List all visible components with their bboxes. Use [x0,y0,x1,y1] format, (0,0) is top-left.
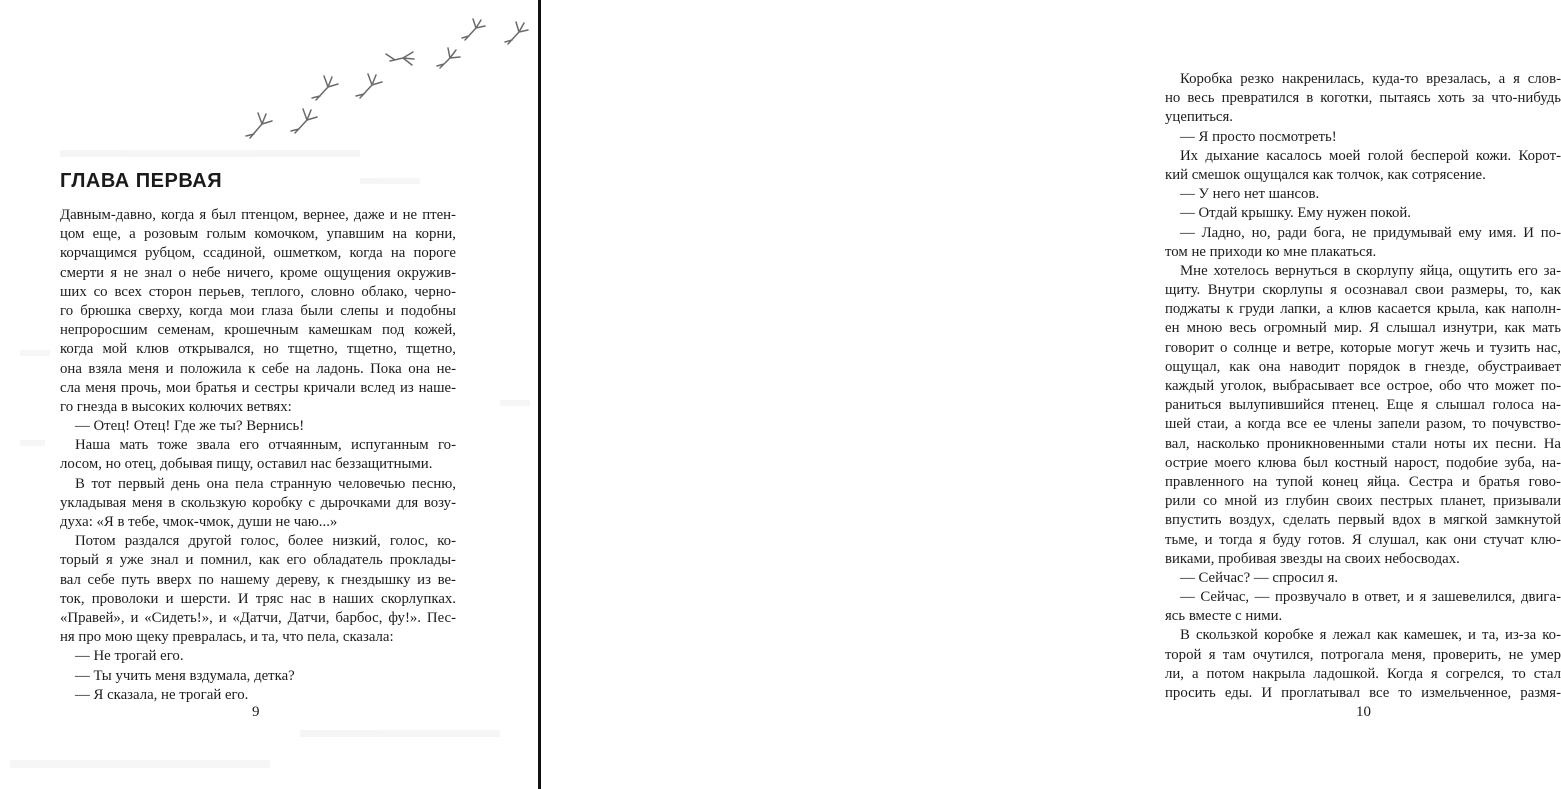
text-line: го гнезда в высоких колючих ветвях: [60,398,292,415]
text-line: поджаты к груди лапки, а клюв касается крыла, как наполн- [1165,301,1561,318]
footprint-icon [356,74,382,98]
text-line: Их дыхание касалось моей голой бесперой кожи. Корот- [1180,147,1561,164]
text-line: Мне хотелось вернуться в скорлупу яйца, ощутить его за- [1180,262,1561,279]
text-line: — Я просто посмотреть! [1180,128,1337,145]
footprint-icon [246,113,272,138]
text-line: шей стаи, а когда все ее члены запели разом, то почувство- [1165,416,1561,433]
text-line: ощущал, как она наводит порядок в гнезде, обустраивает [1165,358,1561,375]
text-line: Давным-давно, когда я был птенцом, вернее, даже и не птен- [60,207,456,223]
text-line: тьме, и тогда я буду готов. Я слушал, как они стучат клю- [1165,531,1561,548]
text-line: впустить воздух, сделать первый вдох в мягкой замкнутой [1165,512,1561,529]
page-number: 9 [252,704,260,720]
text-line: цом еще, а розовым голым комочком, упавшим на корни, [60,226,456,243]
text-line: лосом, но отец, добывая пищу, оставил нас беззащитными. [60,456,433,473]
text-line: говорит о солнце и ветре, которые могут жечь и тузить нас, [1165,339,1561,356]
text-line: правленного на тупой конец яйца. Сестра и братья гово- [1165,473,1561,490]
text-line: В тот первый день она пела странную человечью песню, [75,475,456,492]
text-line: ен мною весь огромный мир. Я слышал изнутри, как мать [1165,320,1561,337]
bird-footprints-icon [240,18,540,148]
text-line: она взяла меня и положила к себе на ладонь. Пока она не- [60,360,456,377]
text-line: корчащимся рубцом, ссадиной, ошметком, когда на пороге [60,245,456,262]
chapter-title: ГЛАВА ПЕРВАЯ [60,170,223,192]
text-line: непроросшим семенам, крошечным камешкам под кожей, [60,322,456,339]
text-line: ток, проволоки и шерсти. И тряс нас в наших скорлупках. [60,590,456,607]
text-line: но весь превратился в коготки, пытаясь хоть за что-нибудь [1165,90,1561,107]
text-line: — Отец! Отец! Где же ты? Вернись! [75,418,305,435]
right-page-body [1165,70,1561,703]
text-line: ня про мою щеку превралась, и та, что пела, сказала: [60,629,394,646]
text-line: смерти я не знал о небе ничего, кроме ощущения окружив- [60,264,456,281]
footprint-icon [312,76,338,100]
left-page-body [60,206,456,705]
text-line: острие моего клюва был костный нарост, подобие зуба, на- [1165,454,1561,471]
text-line: — У него нет шансов. [1180,186,1320,203]
footprint-icon [505,22,528,44]
text-line: рили со мной из глубин своих пестрых планет, призывали [1165,493,1561,510]
footprint-icon [386,52,414,65]
text-line: кий смешок ощущался как толчок, как сотрясение. [1165,166,1486,183]
text-line: — Сейчас, — прозвучало в ответ, и я зашевелился, двига- [1180,589,1561,606]
text-line: — Сейчас? — спросил я. [1180,569,1339,586]
text-line: просить еды. И проглатывал все то измельченное, размя- [1165,685,1561,701]
text-line: В скользкой коробке я лежал как камешек, и та, из-за ко- [1180,627,1561,644]
text-line: — Отдай крышку. Ему нужен покой. [1180,205,1411,222]
page-number: 10 [1356,704,1371,720]
text-line: — Я сказала, не трогай его. [75,686,249,703]
text-line: том не приходи ко мне плакаться. [1165,243,1377,260]
text-line: виками, пробивая звезды на своих небосводах. [1165,550,1460,567]
text-line: когда мой клюв открывался, но тщетно, тщетно, тщетно, [60,341,456,358]
text-line: раниться вылупившийся птенец. Еще я слышал голоса на- [1165,397,1561,414]
text-line: сла меня прочь, мои братья и сестры кричали вслед из наше- [60,379,456,396]
left-page [0,0,538,789]
text-line: ших со всех сторон перьев, теплого, словно облако, черно- [60,283,456,300]
text-line: вал себе путь вверх по нашему дереву, к гнездышку из ве- [60,571,456,588]
footprint-icon [462,19,485,40]
text-line: уцепиться. [1165,109,1234,126]
text-line: — Не трогай его. [75,648,184,665]
text-line: — Ладно, но, ради бога, не придумывай ему имя. И по- [1180,224,1561,241]
footprint-icon [437,48,460,68]
text-line: Потом раздался другой голос, более низкий, голос, ко- [75,533,456,550]
footprint-icon [291,109,317,133]
text-line: ли, а потом накрыла ладошкой. Когда я согрелся, то стал [1165,665,1561,682]
text-line: торой я там очутился, потрогала меня, проверить, не умер [1165,646,1561,663]
text-line: ясь вместе с ними. [1165,608,1283,625]
text-line: каждый уголок, выбрасывает все острое, обо что может по- [1165,378,1561,394]
text-line: — Ты учить меня вздумала, детка? [75,667,295,684]
text-line: щиту. Внутри скорлупы я осознавал свои размеры, то, как [1165,282,1561,299]
text-line: духа: «Я в тебе, чмок-чмок, души не чаю...» [60,514,338,530]
text-line: Коробка резко накренилась, куда-то врезалась, а я слов- [1180,71,1561,87]
text-line: вал, насколько проникновенными стали ноты их песни. На [1165,435,1561,452]
text-line: торый я уже знал и помнил, как его обладатель проклады- [60,552,456,569]
right-page [541,0,1561,789]
text-line: го брюшка сверху, когда мои глаза были слепы и подобны [60,302,456,319]
text-line: укладывая меня в скользкую коробку с дырочками для возу- [60,494,456,511]
text-line: «Правей», и «Сидеть!», и «Датчи, Датчи, барбос, фу!». Пес- [60,609,456,626]
text-line: Наша мать тоже звала его отчаянным, испуганным го- [75,437,456,454]
